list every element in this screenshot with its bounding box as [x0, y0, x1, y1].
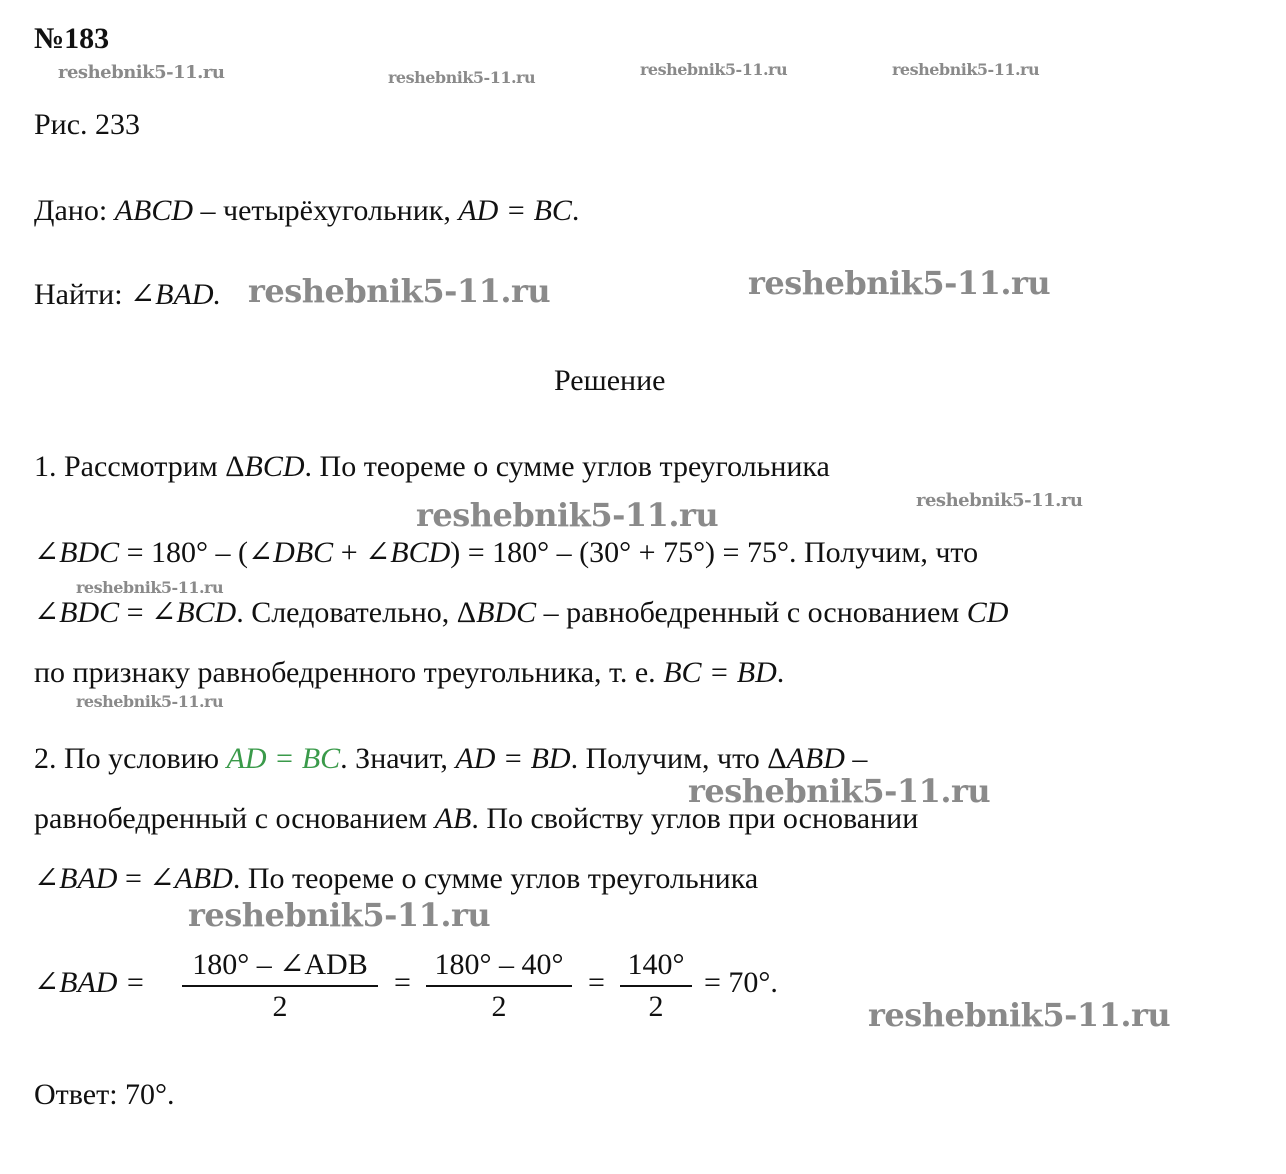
- step1-l2-f: ) = 180° – (30° + 75°) = 75°. Получим, что: [450, 536, 979, 569]
- fraction-3: [620, 948, 692, 1024]
- formula-eq-2: =: [588, 966, 605, 999]
- step1-l3-b: =: [119, 596, 152, 629]
- step1-line2: [34, 536, 978, 570]
- fraction-2-bar: [426, 985, 572, 987]
- step2-l3-d: . По теореме о сумме углов треугольника: [232, 862, 759, 895]
- step2-l1-f: ABD: [786, 742, 845, 775]
- fraction-3-denominator: 2: [648, 990, 664, 1023]
- watermark: reshebnik5-11.ru: [916, 490, 1083, 511]
- given-line: [34, 194, 579, 228]
- step2-l1-a: 2. По условию: [34, 742, 227, 775]
- solution-heading: Решение: [554, 364, 666, 397]
- fraction-1-bar: [182, 985, 378, 987]
- step1-l3-c: ∠BCD: [151, 596, 237, 629]
- step1-l3-a: ∠BDC: [34, 596, 120, 629]
- step1-l2-d: +: [333, 536, 366, 569]
- watermark: reshebnik5-11.ru: [248, 272, 551, 310]
- formula-lhs: ∠BAD =: [34, 966, 146, 999]
- step2-l1-e: . Получим, что Δ: [570, 742, 787, 775]
- step2-l2-c: . По свойству углов при основании: [471, 802, 919, 835]
- step1-l4-c: .: [776, 656, 785, 689]
- step1-l4-b: BC = BD: [663, 656, 777, 689]
- step1-l2-c: ∠DBC: [248, 536, 334, 569]
- step1-l3-g: CD: [966, 596, 1009, 629]
- step2-l3-a: ∠BAD: [34, 862, 118, 895]
- step2-l1-g: –: [844, 742, 868, 775]
- given-label: Дано:: [34, 194, 108, 227]
- fraction-3-numerator: 140°: [627, 948, 685, 981]
- watermark: reshebnik5-11.ru: [58, 62, 225, 83]
- fraction-2-numerator: 180° – 40°: [434, 948, 564, 981]
- step2-l3-c: ∠ABD: [149, 862, 233, 895]
- fraction-3-bar: [620, 985, 692, 987]
- step1-l2-b: = 180° – (: [119, 536, 249, 569]
- find-value: ∠BAD.: [130, 278, 221, 311]
- given-text: – четырёхугольник,: [193, 194, 459, 227]
- step2-l1-b: AD = BC: [226, 742, 341, 775]
- step1-l3-f: – равнобедренный с основанием: [536, 596, 967, 629]
- step1-line3: [34, 596, 1008, 630]
- watermark: reshebnik5-11.ru: [748, 264, 1051, 302]
- watermark: reshebnik5-11.ru: [416, 496, 719, 534]
- given-period: .: [571, 194, 580, 227]
- fraction-1-denominator: 2: [272, 990, 288, 1023]
- step1-l4-a: по признаку равнобедренного треугольника, т. е.: [34, 656, 664, 689]
- fraction-2: [426, 948, 572, 1024]
- find-label: Найти:: [34, 278, 123, 311]
- step2-l1-c: . Значит,: [340, 742, 456, 775]
- step1-l2-e: ∠BCD: [365, 536, 451, 569]
- watermark: reshebnik5-11.ru: [76, 692, 224, 711]
- step2-line1: [34, 742, 867, 776]
- watermark: reshebnik5-11.ru: [388, 68, 536, 87]
- step1-l3-d: . Следовательно, Δ: [236, 596, 477, 629]
- formula-result: = 70°.: [704, 966, 778, 999]
- figure-reference: Рис. 233: [34, 108, 141, 141]
- given-figure: ABCD: [114, 194, 193, 227]
- step1-l1-c: . По теореме о сумме углов треугольника: [304, 450, 830, 483]
- watermark: reshebnik5-11.ru: [188, 896, 491, 934]
- fraction-1: [182, 948, 378, 1024]
- step1-line4: [34, 656, 784, 690]
- find-line: [34, 278, 221, 312]
- step2-line3: [34, 862, 758, 896]
- step2-l2-a: равнобедренный с основанием: [34, 802, 435, 835]
- given-condition: AD = BC: [458, 194, 572, 227]
- step2-l3-b: =: [117, 862, 150, 895]
- watermark: reshebnik5-11.ru: [868, 996, 1171, 1034]
- watermark: reshebnik5-11.ru: [640, 60, 788, 79]
- step1-l2-a: ∠BDC: [34, 536, 120, 569]
- answer-line: [34, 1078, 175, 1112]
- step1-line1: [34, 450, 830, 484]
- answer-value: 70°.: [125, 1078, 175, 1111]
- step1-l1-b: BCD: [244, 450, 305, 483]
- problem-number: №183: [34, 22, 110, 55]
- formula-eq-1: =: [394, 966, 411, 999]
- fraction-1-numerator: 180° – ∠ADB: [192, 948, 368, 981]
- watermark: reshebnik5-11.ru: [76, 578, 224, 597]
- answer-label: Ответ:: [34, 1078, 118, 1111]
- watermark: reshebnik5-11.ru: [892, 60, 1040, 79]
- watermark: reshebnik5-11.ru: [688, 772, 991, 810]
- step1-l3-e: BDC: [476, 596, 537, 629]
- fraction-2-denominator: 2: [491, 990, 507, 1023]
- step2-l1-d: AD = BD: [455, 742, 571, 775]
- step1-l1-a: 1. Рассмотрим Δ: [34, 450, 245, 483]
- step2-l2-b: AB: [434, 802, 472, 835]
